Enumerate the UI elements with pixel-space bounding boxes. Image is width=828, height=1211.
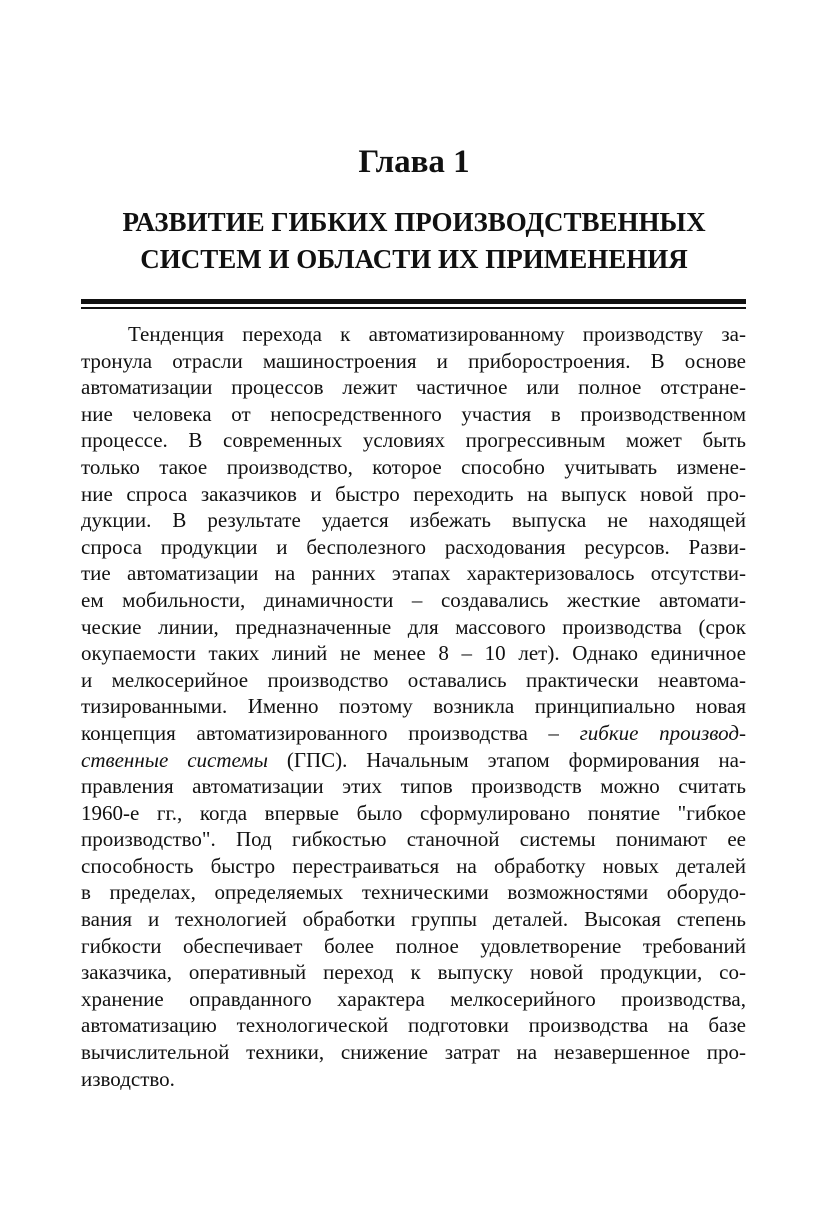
paragraph-line: ние спроса заказчиков и быстро переходить на выпуск новой про- bbox=[81, 481, 746, 506]
title-divider-thick bbox=[81, 299, 746, 304]
paragraph-line: вычислительной техники, снижение затрат на незавершенное про- bbox=[81, 1040, 746, 1065]
chapter-label: Глава 1 bbox=[358, 144, 470, 180]
paragraph-line bbox=[81, 720, 746, 747]
paragraph-line: спроса продукции и бесполезного расходования ресурсов. Разви- bbox=[81, 534, 746, 559]
paragraph-line: автоматизацию технологической подготовки производства на базе bbox=[81, 1013, 746, 1038]
paragraph-line: производство". Под гибкостью станочной системы понимают ее bbox=[81, 827, 746, 852]
chapter-title-line: РАЗВИТИЕ ГИБКИХ ПРОИЗВОДСТВЕННЫХ bbox=[122, 207, 706, 237]
title-divider-thin bbox=[81, 307, 746, 309]
paragraph-line: изводство. bbox=[81, 1066, 175, 1091]
paragraph-line: 1960-е гг., когда впервые было сформулировано понятие "гибкое bbox=[81, 800, 746, 825]
paragraph-line: в пределах, определяемых техническими возможностями оборудо- bbox=[81, 880, 746, 905]
paragraph-line: гибкости обеспечивает более полное удовлетворение требований bbox=[81, 933, 746, 958]
paragraph-line: ние человека от непосредственного участия в производственном bbox=[81, 401, 746, 426]
chapter-title bbox=[60, 204, 768, 278]
paragraph-line bbox=[81, 747, 746, 774]
chapter-title-line: СИСТЕМ И ОБЛАСТИ ИХ ПРИМЕНЕНИЯ bbox=[140, 244, 688, 274]
paragraph-line: процессе. В современных условиях прогрессивным может быть bbox=[81, 428, 746, 453]
paragraph-line: способность быстро перестраиваться на обработку новых деталей bbox=[81, 853, 746, 878]
body-paragraph bbox=[81, 321, 746, 1092]
paragraph-line: ем мобильности, динамичности – создавались жесткие автомати- bbox=[81, 587, 746, 612]
paragraph-line: тие автоматизации на ранних этапах характеризовалось отсутстви- bbox=[81, 561, 746, 586]
paragraph-line: автоматизации процессов лежит частичное или полное отстране- bbox=[81, 375, 746, 400]
italic-term: гибкие производ- bbox=[579, 720, 746, 745]
paragraph-text: концепция автоматизированного производства – bbox=[81, 720, 580, 745]
paragraph-line: окупаемости таких линий не менее 8 – 10 лет). Однако единичное bbox=[81, 641, 746, 666]
paragraph-line: дукции. В результате удается избежать выпуска не находящей bbox=[81, 508, 746, 533]
paragraph-line: и мелкосерийное производство оставались практически неавтома- bbox=[81, 667, 746, 692]
italic-term: ственные системы bbox=[81, 747, 268, 772]
paragraph-text: (ГПС). Начальным этапом формирования на- bbox=[267, 747, 746, 772]
paragraph-line: правления автоматизации этих типов производств можно считать bbox=[81, 774, 746, 799]
paragraph-line: только такое производство, которое способно учитывать измене- bbox=[81, 454, 746, 479]
paragraph-line: хранение оправданного характера мелкосерийного производства, bbox=[81, 986, 746, 1011]
paragraph-line: тизированными. Именно поэтому возникла принципиально новая bbox=[81, 694, 746, 719]
paragraph-line: тронула отрасли машиностроения и приборостроения. В основе bbox=[81, 348, 746, 373]
paragraph-line: заказчика, оперативный переход к выпуску новой продукции, со- bbox=[81, 960, 746, 985]
paragraph-line: ческие линии, предназначенные для массового производства (срок bbox=[81, 614, 746, 639]
paragraph-line: Тенденция перехода к автоматизированному производству за- bbox=[128, 322, 746, 346]
paragraph-line: вания и технологией обработки группы деталей. Высокая степень bbox=[81, 907, 746, 932]
